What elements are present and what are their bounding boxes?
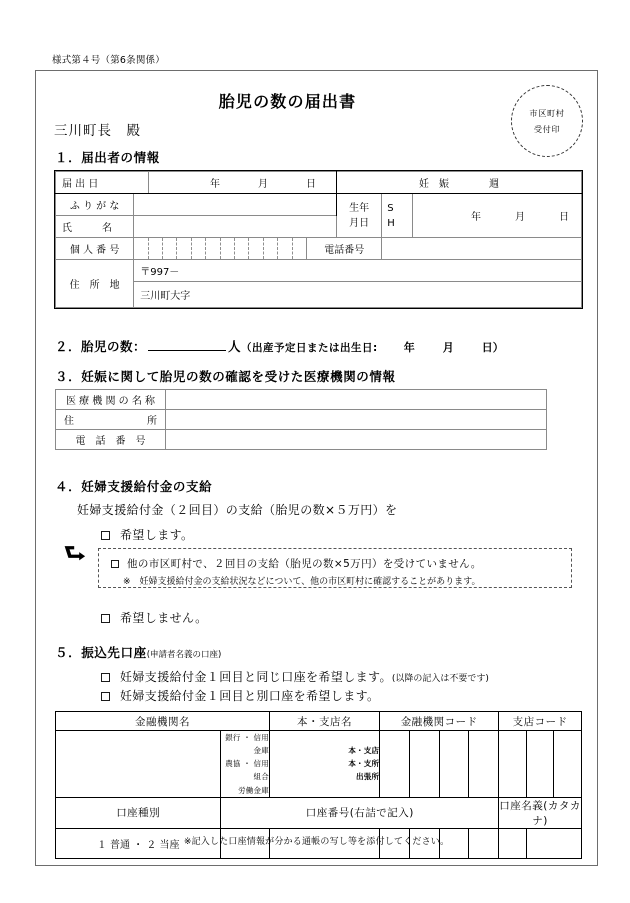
due-year-label: 年 bbox=[403, 341, 415, 354]
birth-year-label: 年 bbox=[471, 212, 481, 223]
bank-code-cell[interactable] bbox=[380, 731, 410, 798]
bank-name-header: 金融機関名 bbox=[56, 712, 270, 731]
pregnancy-label: 妊 娠 bbox=[419, 179, 449, 190]
bank-type-line-1: 銀行 ・ 信用金庫 bbox=[225, 733, 269, 756]
mynumber-cell[interactable] bbox=[249, 238, 263, 260]
address-label: 住 所 地 bbox=[69, 280, 120, 291]
medical-institution-table bbox=[55, 389, 547, 450]
branch-type-line-2: 本・支所 bbox=[348, 759, 380, 769]
account-holder-header: 口座名義(カタカナ) bbox=[499, 797, 582, 828]
due-date-label: （出産予定日または出生日: bbox=[241, 342, 378, 354]
submit-year-label: 年 bbox=[210, 179, 221, 190]
mynumber-label: 個 人 番 号 bbox=[69, 245, 120, 256]
wish-yes-option[interactable] bbox=[101, 526, 193, 543]
account-same-note: (以降の記入は不要です) bbox=[391, 674, 489, 684]
sub-check-option[interactable] bbox=[111, 556, 482, 571]
sub-note-text: ※ 妊婦支援給付金の支給状況などについて、他の市区町村に確認することがあります。 bbox=[123, 577, 481, 587]
due-day-label: 日） bbox=[481, 341, 504, 354]
furigana-input[interactable] bbox=[134, 194, 337, 216]
fetus-count-unit: 人 bbox=[228, 339, 242, 354]
section2-heading: ２．胎児の数： bbox=[55, 339, 147, 354]
wish-no-checkbox[interactable] bbox=[101, 614, 110, 623]
institution-phone-label: 電 話 番 号 bbox=[75, 436, 146, 447]
mynumber-cell[interactable] bbox=[206, 238, 220, 260]
birth-label-line1: 生年 bbox=[349, 202, 370, 214]
mynumber-cell[interactable] bbox=[148, 238, 162, 260]
mynumber-cell[interactable] bbox=[235, 238, 249, 260]
era-heisei-label: H bbox=[387, 217, 395, 229]
bank-code-cell[interactable] bbox=[469, 731, 499, 798]
wish-yes-label: 希望します。 bbox=[120, 528, 194, 542]
wish-no-option[interactable] bbox=[101, 609, 208, 626]
attachment-footer-note: ※記入した口座情報が分かる通帳の写し等を添付してください。 bbox=[183, 837, 450, 847]
account-other-label: 妊婦支援給付金１回目と別口座を希望します。 bbox=[120, 689, 380, 703]
bank-code-header: 金融機関コード bbox=[380, 712, 499, 731]
institution-address-label: 住 所 bbox=[64, 416, 157, 427]
addressee-line: 三川町長 殿 bbox=[54, 123, 141, 139]
bank-name-input[interactable] bbox=[56, 731, 221, 798]
section4-lead: 妊婦支援給付金（２回目）の支給（胎児の数×５万円）を bbox=[77, 503, 398, 517]
birth-month-label: 月 bbox=[515, 212, 525, 223]
section4-heading: ４．妊婦支援給付金の支給 bbox=[55, 479, 213, 494]
birth-label-line2: 月日 bbox=[349, 217, 370, 229]
fetus-count-input[interactable] bbox=[148, 350, 226, 351]
account-same-option[interactable] bbox=[101, 668, 489, 685]
account-type-header: 口座種別 bbox=[56, 797, 221, 828]
mynumber-cell[interactable] bbox=[134, 238, 148, 260]
phone-input[interactable] bbox=[382, 238, 582, 260]
due-month-label: 月 bbox=[442, 341, 454, 354]
section3-heading: ３．妊娠に関して胎児の数の確認を受けた医療機関の情報 bbox=[55, 369, 396, 384]
form-number: 様式第４号（第6条関係） bbox=[52, 55, 165, 66]
branch-name-header: 本・支店名 bbox=[269, 712, 379, 731]
sub-check-label: 他の市区町村で、２回目の支給（胎児の数×5万円）を受けていません。 bbox=[127, 558, 482, 570]
bank-type-options bbox=[221, 731, 270, 798]
phone-label: 電話番号 bbox=[324, 245, 365, 256]
bank-type-line-3: 労働金庫 bbox=[238, 785, 269, 795]
branch-code-cell[interactable] bbox=[526, 731, 554, 798]
pregnancy-week-label: 週 bbox=[489, 179, 499, 190]
mynumber-cell[interactable] bbox=[278, 238, 292, 260]
account-same-label: 妊婦支援給付金１回目と同じ口座を希望します。 bbox=[120, 670, 392, 684]
mynumber-cell[interactable] bbox=[163, 238, 177, 260]
bank-code-cell[interactable] bbox=[409, 731, 439, 798]
sub-check-checkbox[interactable] bbox=[111, 560, 119, 568]
branch-code-header: 支店コード bbox=[499, 712, 582, 731]
account-number-header: 口座番号(右詰で記入) bbox=[221, 797, 499, 828]
institution-phone-input[interactable] bbox=[166, 430, 547, 450]
section1-heading: １．届出者の情報 bbox=[55, 150, 160, 165]
name-input[interactable] bbox=[134, 216, 337, 238]
mynumber-cell[interactable] bbox=[263, 238, 277, 260]
bank-type-line-2: 農協 ・ 信用組合 bbox=[225, 759, 269, 782]
branch-code-cell[interactable] bbox=[499, 731, 527, 798]
era-showa-label: S bbox=[387, 202, 394, 214]
section5-heading-sub: (申請者名義の口座) bbox=[146, 650, 222, 660]
section5-heading: ５．振込先口座(申請者名義の口座) bbox=[55, 645, 222, 660]
stamp-label-line1: 市区町村 bbox=[529, 107, 565, 118]
furigana-label: ふ り が な bbox=[69, 201, 120, 212]
address-value[interactable]: 三川町大字 bbox=[140, 291, 191, 302]
page-title: 胎児の数の届出書 bbox=[218, 92, 357, 111]
mynumber-cell[interactable] bbox=[177, 238, 191, 260]
wish-no-label: 希望しません。 bbox=[120, 611, 208, 625]
name-label: 氏 名 bbox=[62, 223, 112, 234]
branch-type-options bbox=[269, 731, 379, 798]
applicant-info-table bbox=[55, 171, 582, 308]
birth-day-label: 日 bbox=[559, 212, 569, 223]
account-other-checkbox[interactable] bbox=[101, 692, 110, 701]
wish-yes-checkbox[interactable] bbox=[101, 531, 110, 540]
bank-code-cell[interactable] bbox=[439, 731, 469, 798]
branch-type-line-3: 出張所 bbox=[356, 772, 380, 782]
form-page-frame bbox=[35, 70, 598, 866]
mynumber-cell[interactable] bbox=[220, 238, 234, 260]
section2-line bbox=[55, 337, 504, 355]
mynumber-cell[interactable] bbox=[292, 238, 306, 260]
stamp-label-line2: 受付印 bbox=[533, 123, 561, 134]
institution-name-input[interactable] bbox=[166, 390, 547, 410]
institution-address-input[interactable] bbox=[166, 410, 547, 430]
submit-date-label: 届 出 日 bbox=[62, 179, 99, 190]
account-type-value[interactable]: １ 普通 ・ ２ 当座 bbox=[96, 839, 180, 851]
sub-condition-box bbox=[98, 548, 572, 588]
arrow-down-right-icon: ⮑ bbox=[64, 539, 86, 567]
postal-code-value[interactable]: 〒997－ bbox=[140, 267, 180, 278]
account-other-option[interactable] bbox=[101, 687, 379, 704]
institution-name-label: 医 療 機 関 の 名 称 bbox=[65, 396, 156, 407]
reception-stamp-circle bbox=[511, 85, 583, 157]
branch-type-line-1: 本・支店 bbox=[348, 746, 380, 756]
birthdate-input[interactable] bbox=[413, 194, 582, 238]
mynumber-cell[interactable] bbox=[191, 238, 205, 260]
account-same-checkbox[interactable] bbox=[101, 673, 110, 682]
branch-code-cell[interactable] bbox=[554, 731, 582, 798]
submit-month-label: 月 bbox=[258, 179, 269, 190]
submit-day-label: 日 bbox=[306, 179, 317, 190]
